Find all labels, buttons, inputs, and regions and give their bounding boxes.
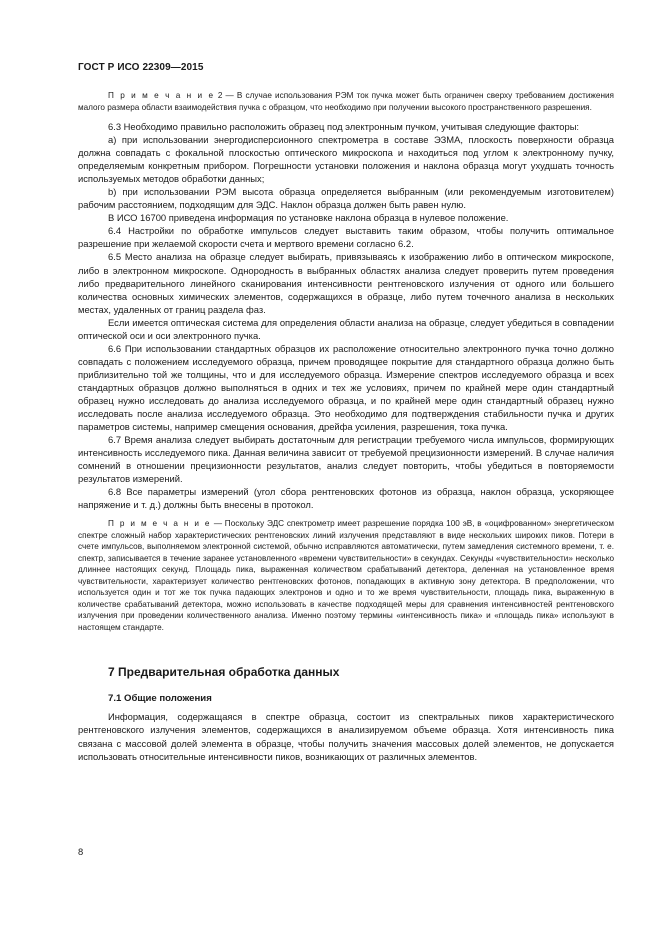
document-header: ГОСТ Р ИСО 22309—2015 — [78, 62, 204, 73]
note-label: П р и м е ч а н и е — [108, 91, 215, 100]
paragraph-6-5: 6.5 Место анализа на образце следует выбирать, привязываясь к изображению либо в оптическом микроскопе, либо в электронном микроскопе. Однородность в выбранных областях анализа следует проверить путем проведения либо предварительного линейного сканирования интенсивности рентгеновского излучения от одного или большего количества основных химических элементов, содержащихся в образце, либо путем точечного анализа в нескольких местах, удаленных от границ раздела фаз. — [78, 251, 614, 315]
paragraph-iso-16700: В ИСО 16700 приведена информация по установке наклона образца в нулевое положение. — [108, 212, 509, 224]
section-7-heading: 7 Предварительная обработка данных — [108, 665, 340, 680]
paragraph-6-3-b: b) при использовании РЭМ высота образца определяется выбранным (или рекомендуемым изготовителем) рабочим расстоянием, подходящим для ЭДС. Наклон образца должен быть равен нулю. — [78, 186, 614, 211]
paragraph-6-8: 6.8 Все параметры измерений (угол сбора рентгеновских фотонов из образца, наклон образца, ускоряющее напряжение и т. д.) должны быть внесены в протокол. — [78, 486, 614, 511]
paragraph-6-3: 6.3 Необходимо правильно расположить образец под электронным пучком, учитывая следующие факторы: — [108, 121, 580, 132]
paragraph-optical-system: Если имеется оптическая система для определения области анализа на образце, следует убедиться в совпадении оптической оси и оси электронного пучка. — [78, 316, 614, 341]
paragraph-7-1: Информация, содержащаяся в спектре образца, состоит из спектральных пиков характеристического рентгеновского излучения элементов, содержащихся в анализируемом объеме образца. Хотя интенсивность пика связана с массовой долей элемента в образце, чтобы получить значения массовых долей элементов, не допускается использовать относительные интенсивности пиков, возникающих от различных элементов. — [78, 711, 614, 762]
page-number: 8 — [78, 846, 84, 857]
note-2 — [78, 90, 614, 113]
paragraph-6-6: 6.6 При использовании стандартных образцов их расположение относительно электронного пучка точно должно совпадать с положением исследуемого образца, причем проводящее покрытие для стандартного образца должно быть приблизительно той же толщины, что и для исследуемого образца. Измерение спектров исследуемого образца и всех стандартных образцов должно выполняться в одних и тех же условиях, причем по крайней мере один стандартный образец нужно исследовать до анализа исследуемого образца, и по крайней мере один стандартный образец нужно исследовать после анализа исследуемого образца. Это необходимо для подтверждения стабильности пучка и других параметров системы, например смещения основания, дрейфа усиления, разрешения, тока пучка. — [78, 342, 614, 433]
note-eds — [78, 518, 614, 633]
paragraph-6-3-a: a) при использовании энергодисперсионного спектрометра в составе ЭЗМА, плоскость поверхности образца должна совпадать с фокальной плоскостью оптического микроскопа и находиться под углом к электронному пучку, определяемым конкретным прибором. Погрешности установки положения и наклона образца могут ухудшать точность используемых методов обработки данных; — [78, 134, 614, 185]
note-text: — Поскольку ЭДС спектрометр имеет разрешение порядка 100 эВ, в «оцифрованном» энергетическом спектре сложный набор характеристических рентгеновских линий излучения представляют в виде нескольких широких пиков. Потери в счете импульсов, выполняемом электронной системой, обычно исправляются автоматически, путем замедления системного времени, т. е. спектр, записывается в течение заранее установленного «времени чувствительности» в секундах. Секунды «чувствительности» несколько длиннее настоящих секунд. Площадь пика, выраженная количеством срабатываний детектора, деленная на установленное время чувствительности, характеризует количество рентгеновских фотонов, попадающих в активную зону детектора. В предположении, что используется один и тот же ток пучка падающих электронов и одно и то же время чувствительности, площадь пика, выраженную в количестве срабатываний детектора, можно использовать в качестве подходящей меры для сравнения интенсивностей рентгеновского излучения при проведении количественного анализа. Именно поэтому термины «интенсивность пика» и «площадь пика» используют в настоящем стандарте. — [78, 519, 614, 632]
paragraph-6-7: 6.7 Время анализа следует выбирать достаточным для регистрации требуемого числа импульсов, формирующих интенсивность исследуемого пика. Данная величина зависит от требуемой прецизионности измерений. В случае наличия сомнений в отношении прецизионности результатов, анализ следует повторить, чтобы убедиться в повторяемости результатов измерений. — [78, 434, 614, 485]
section-7-1-heading: 7.1 Общие положения — [108, 693, 212, 705]
note-label: П р и м е ч а н и е — [108, 519, 212, 529]
paragraph-6-4: 6.4 Настройки по обработке импульсов следует выставить таким образом, чтобы получить оптимальное разрешение при желаемой скорости счета и мертвого времени согласно 6.2. — [78, 225, 614, 250]
page-content — [78, 90, 614, 763]
note-text: 2 — В случае использования РЭМ ток пучка может быть ограничен сверху требованием достижения малого размера области взаимодействия пучка с образцом, что необходимо при получении высокого пространственного разрешения. — [78, 91, 614, 112]
